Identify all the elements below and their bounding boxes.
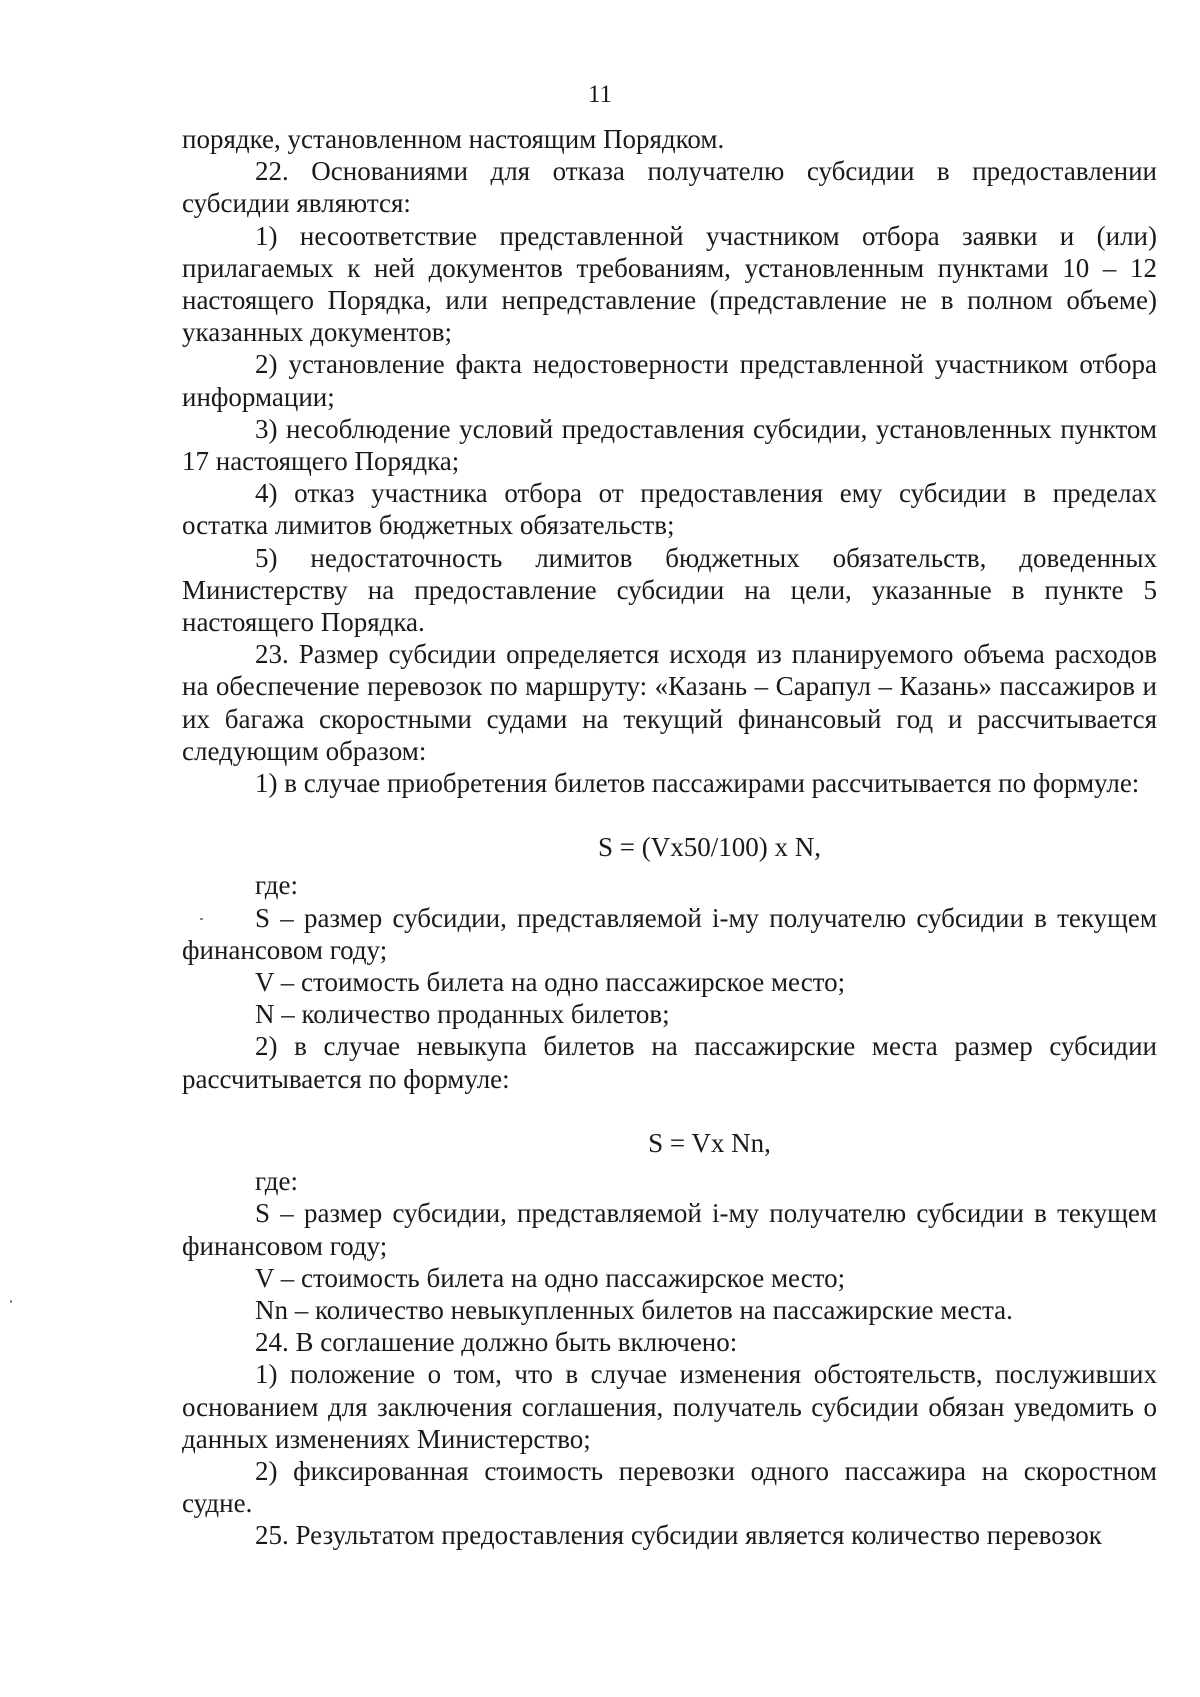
clause-23-item-1: 1) в случае приобретения билетов пассажирами рассчитывается по формуле: — [255, 768, 1140, 799]
paragraph-continuation: порядке, установленном настоящим Порядком. — [182, 124, 725, 154]
definition-v-1: V – стоимость билета на одно пассажирское место; — [255, 967, 846, 998]
clause-24-item-1: 1) положение о том, что в случае изменения обстоятельств, послуживших основанием для заключения соглашения, получатель субсидии обязан уведомить о данных изменениях Министерство; — [182, 1359, 1157, 1454]
clause-22-item-1: 1) несоответствие представленной участником отбора заявки и (или) прилагаемых к ней документов требованиям, установленным пунктами 10 – 12 настоящего Порядка, или непредставление (представление не в полном объеме) указанных документов; — [182, 220, 1157, 348]
formula-2: S = Vx Nn, — [648, 1127, 771, 1158]
clause-23-item-2: 2) в случае невыкупа билетов на пассажирские места размер субсидии рассчитывается по формуле: — [182, 1031, 1157, 1094]
clause-22: 22. Основаниями для отказа получателю субсидии в предоставлении субсидии являются: — [182, 156, 1157, 219]
where-label-2: где: — [255, 1166, 298, 1197]
formula-1: S = (Vx50/100) x N, — [598, 832, 821, 863]
clause-24: 24. В соглашение должно быть включено: — [255, 1327, 738, 1358]
definition-n: N – количество проданных билетов; — [255, 999, 670, 1030]
clause-22-item-3: 3) несоблюдение условий предоставления субсидии, установленных пунктом 17 настоящего Порядка; — [182, 413, 1157, 477]
scan-speck — [200, 918, 203, 920]
page-number: 11 — [587, 81, 613, 108]
clause-24-item-2: 2) фиксированная стоимость перевозки одного пассажира на скоростном судне. — [182, 1455, 1157, 1519]
definition-nn: Nn – количество невыкупленных билетов на пассажирские места. — [255, 1294, 1013, 1325]
clause-22-item-2: 2) установление факта недостоверности представленной участником отбора информации; — [182, 349, 1157, 412]
definition-v-2: V – стоимость билета на одно пассажирское место; — [255, 1262, 846, 1293]
definition-s-2: S – размер субсидии, представляемой i-му получателю субсидии в текущем финансовом году; — [182, 1198, 1157, 1261]
scan-speck — [10, 1300, 12, 1303]
definition-s-1: S – размер субсидии, представляемой i-му получателю субсидии в текущем финансовом году; — [182, 902, 1157, 965]
clause-22-item-5: 5) недостаточность лимитов бюджетных обязательств, доведенных Министерству на предоставление субсидии на цели, указанные в пункте 5 настоящего Порядка. — [182, 542, 1157, 638]
clause-23: 23. Размер субсидии определяется исходя из планируемого объема расходов на обеспечение перевозок по маршруту: «Казань – Сарапул – Казань» пассажиров и их багажа скоростными судами на текущий финансовый год и рассчитывается следующим образом: — [182, 639, 1157, 766]
clause-22-item-4: 4) отказ участника отбора от предоставления ему субсидии в пределах остатка лимитов бюджетных обязательств; — [182, 478, 1157, 541]
where-label-1: где: — [255, 870, 298, 901]
document-body — [182, 123, 1157, 1552]
clause-25: 25. Результатом предоставления субсидии является количество перевозок — [255, 1520, 1102, 1551]
